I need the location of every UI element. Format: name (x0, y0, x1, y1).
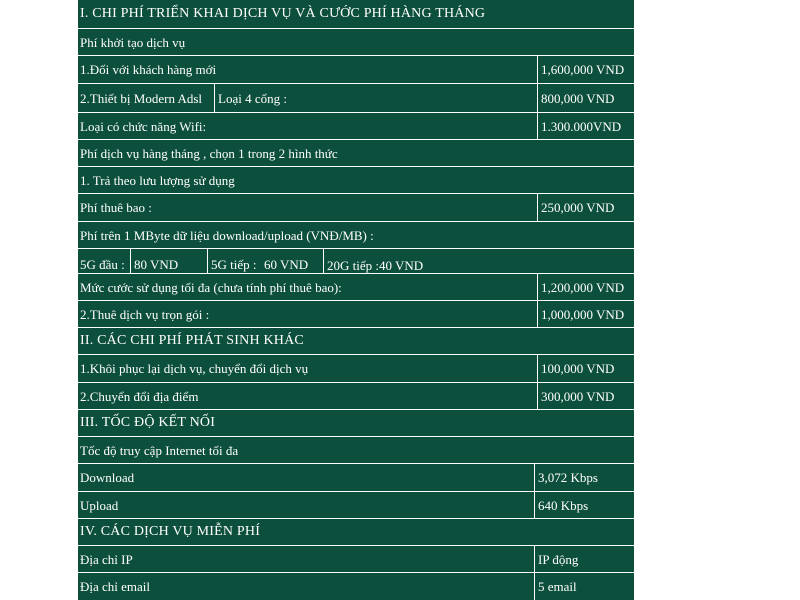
setup-fee-label: Phí khởi tạo dịch vụ (80, 34, 186, 50)
table-row (77, 274, 635, 301)
new-customer-label: 1.Đối với khách hàng mới (80, 62, 217, 77)
section-title: II. CÁC CHI PHÍ PHÁT SINH KHÁC (80, 333, 304, 348)
tier1-price: 80 VND (134, 256, 179, 272)
modem-label: 2.Thiết bị Modern Adsl (80, 90, 203, 106)
option1-label: 1. Trả theo lưu lượng sử dụng (80, 172, 235, 188)
pricing-table (77, 0, 635, 600)
restore-price: 100,000 VND (541, 361, 615, 376)
restore-label: 1.Khôi phục lại dịch vụ, chuyển đổi dịch vụ (80, 361, 309, 376)
option2-price: 1,000,000 VND (541, 306, 625, 322)
section-title: IV. CÁC DỊCH VỤ MIỄN PHÍ (80, 524, 261, 539)
table-row (77, 222, 635, 249)
section-header-row (77, 0, 635, 29)
table-row (77, 464, 635, 492)
section-header-row (77, 519, 635, 546)
email-value: 5 email (538, 579, 577, 594)
download-label: Download (80, 470, 135, 485)
table-row (77, 84, 635, 113)
email-label: Địa chỉ email (80, 579, 151, 594)
option2-label: 2.Thuê dịch vụ trọn gói : (80, 306, 210, 322)
relocate-label: 2.Chuyển đổi địa điểm (80, 388, 199, 404)
relocate-price: 300,000 VND (541, 388, 615, 404)
modem-type: Loại 4 cổng : (218, 90, 287, 106)
upload-label: Upload (80, 497, 119, 513)
wifi-label: Loại có chức năng Wifi: (80, 118, 207, 134)
table-row (77, 56, 635, 84)
section-title: I. CHI PHÍ TRIỂN KHAI DỊCH VỤ VÀ CƯỚC PHÍ HÀNG THÁNG (80, 6, 486, 21)
tier-row (77, 249, 635, 274)
max-usage-label: Mức cước sử dụng tối đa (chưa tính phí thuê bao): (80, 279, 342, 295)
ip-label: Địa chỉ IP (80, 551, 133, 567)
download-value: 3,072 Kbps (538, 470, 598, 485)
modem-price: 800,000 VND (541, 90, 615, 106)
per-mb-label: Phí trên 1 MByte dữ liệu download/upload (VNĐ/MB) : (80, 227, 374, 243)
tier2-price: 60 VND (264, 256, 309, 272)
table-row (77, 573, 635, 600)
table-row (77, 437, 635, 464)
subscription-price: 250,000 VND (541, 200, 615, 215)
table-row (77, 29, 635, 56)
table-row (77, 492, 635, 519)
section-header-row (77, 410, 635, 437)
table-row (77, 301, 635, 328)
table-row (77, 167, 635, 194)
wifi-price: 1.300.000VND (541, 118, 622, 134)
table-row (77, 113, 635, 140)
section-title: III. TỐC ĐỘ KẾT NỐI (80, 415, 216, 430)
subscription-label: Phí thuê bao : (80, 200, 152, 215)
tier1-label: 5G đầu : (80, 256, 125, 272)
table-row (77, 355, 635, 383)
section-header-row (77, 328, 635, 355)
tier2-label: 5G tiếp : (211, 256, 257, 272)
table-row (77, 194, 635, 222)
table-row (77, 383, 635, 410)
tier3-text: 20G tiếp :40 VND (327, 257, 424, 273)
upload-value: 640 Kbps (538, 497, 589, 513)
speed-label: Tốc độ truy cập Internet tối đa (80, 442, 239, 458)
ip-value: IP động (538, 551, 579, 567)
monthly-fee-label: Phí dịch vụ hàng tháng , chọn 1 trong 2 hình thức (80, 145, 338, 161)
table-row (77, 140, 635, 167)
new-customer-price: 1,600,000 VND (541, 62, 625, 77)
table-row (77, 546, 635, 573)
max-usage-price: 1,200,000 VND (541, 279, 625, 295)
